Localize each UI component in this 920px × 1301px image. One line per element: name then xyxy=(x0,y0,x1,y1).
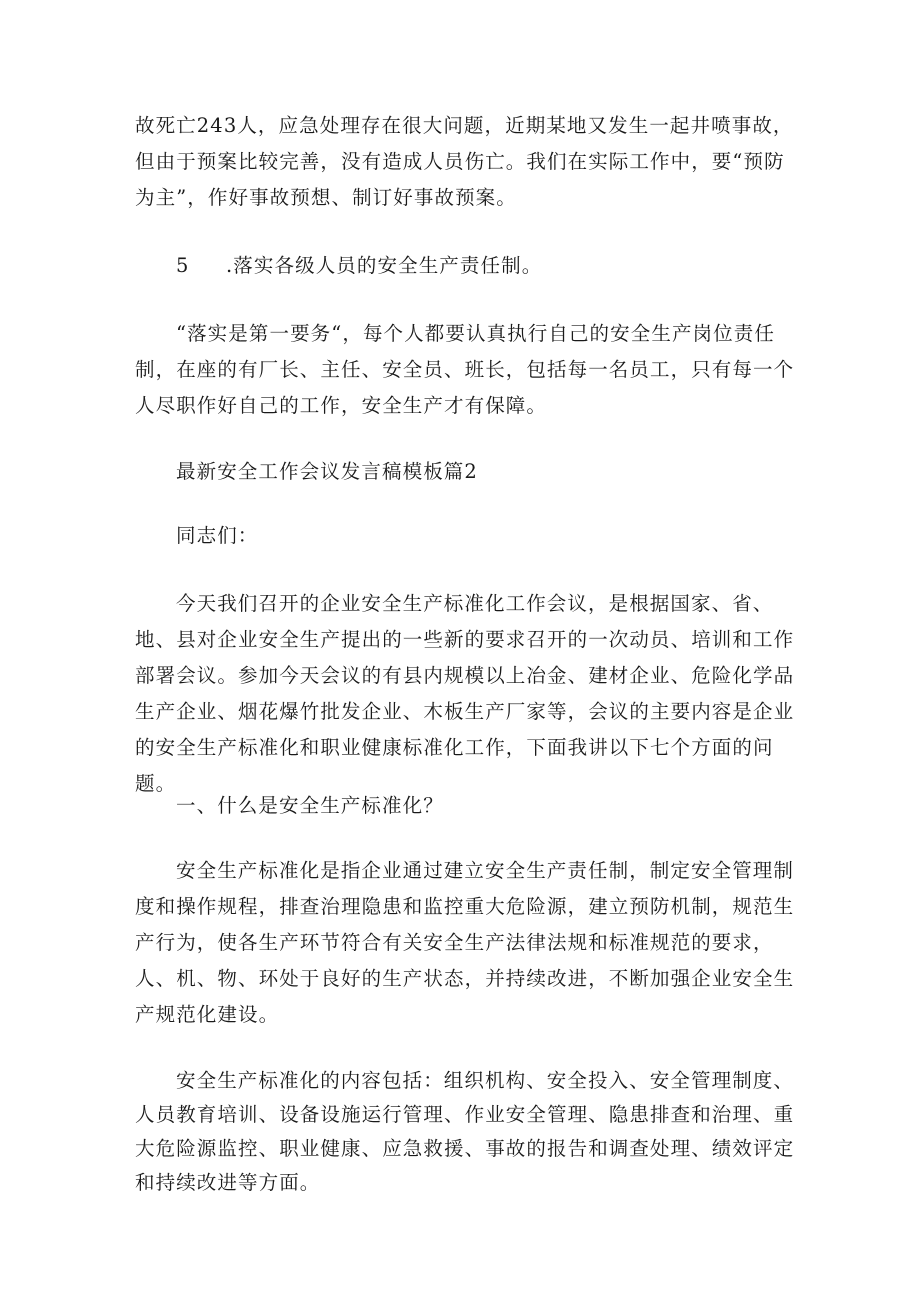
heading-number: 5 xyxy=(176,254,190,277)
subsection-heading-1: 一、什么是安全生产标准化？ xyxy=(176,794,444,817)
paragraph-meeting-intro: 今天我们召开的企业安全生产标准化工作会议，是根据国家、省、地、县对企业安全生产提出的一些新的要求召开的一次动员、培训和工作部署会议。参加今天会议的有县内规模以上冶金、建材企业、危险化学品生产企业、烟花爆竹批发企业、木板生产厂家等，会议的主要内容是企业的安全生产标准化和职业健康标准化工作，下面我讲以下七个方面的问题。 xyxy=(135,592,795,795)
paragraph-implementation: “落实是第一要务“，每个人都要认真执行自己的安全生产岗位责任制，在座的有厂长、主任、安全员、班长，包括每一名员工，只有每一个人尽职作好自己的工作，安全生产才有保障。 xyxy=(135,322,795,417)
salutation: 同志们： xyxy=(176,524,259,547)
heading-text: .落实各级人员的安全生产责任制。 xyxy=(226,254,543,277)
paragraph-definition: 安全生产标准化是指企业通过建立安全生产责任制，制定安全管理制度和操作规程，排查治理隐患和监控重大危险源，建立预防机制，规范生产行为，使各生产环节符合有关安全生产法律法规和标准规范的要求，人、机、物、环处于良好的生产状态，并持续改进，不断加强企业安全生产规范化建设。 xyxy=(135,859,795,1026)
paragraph-contents: 安全生产标准化的内容包括：组织机构、安全投入、安全管理制度、人员教育培训、设备设施运行管理、作业安全管理、隐患排查和治理、重大危险源监控、职业健康、应急救援、事故的报告和调查处理、绩效评定和持续改进等方面。 xyxy=(135,1069,795,1194)
numbered-heading-5 xyxy=(176,248,836,284)
section-title: 最新安全工作会议发言稿模板篇2 xyxy=(176,460,478,483)
paragraph-accident-prevention: 故死亡243人，应急处理存在很大问题，近期某地又发生一起井喷事故，但由于预案比较完善，没有造成人员伤亡。我们在实际工作中，要“预防为主”，作好事故预想、制订好事故预案。 xyxy=(135,114,794,209)
